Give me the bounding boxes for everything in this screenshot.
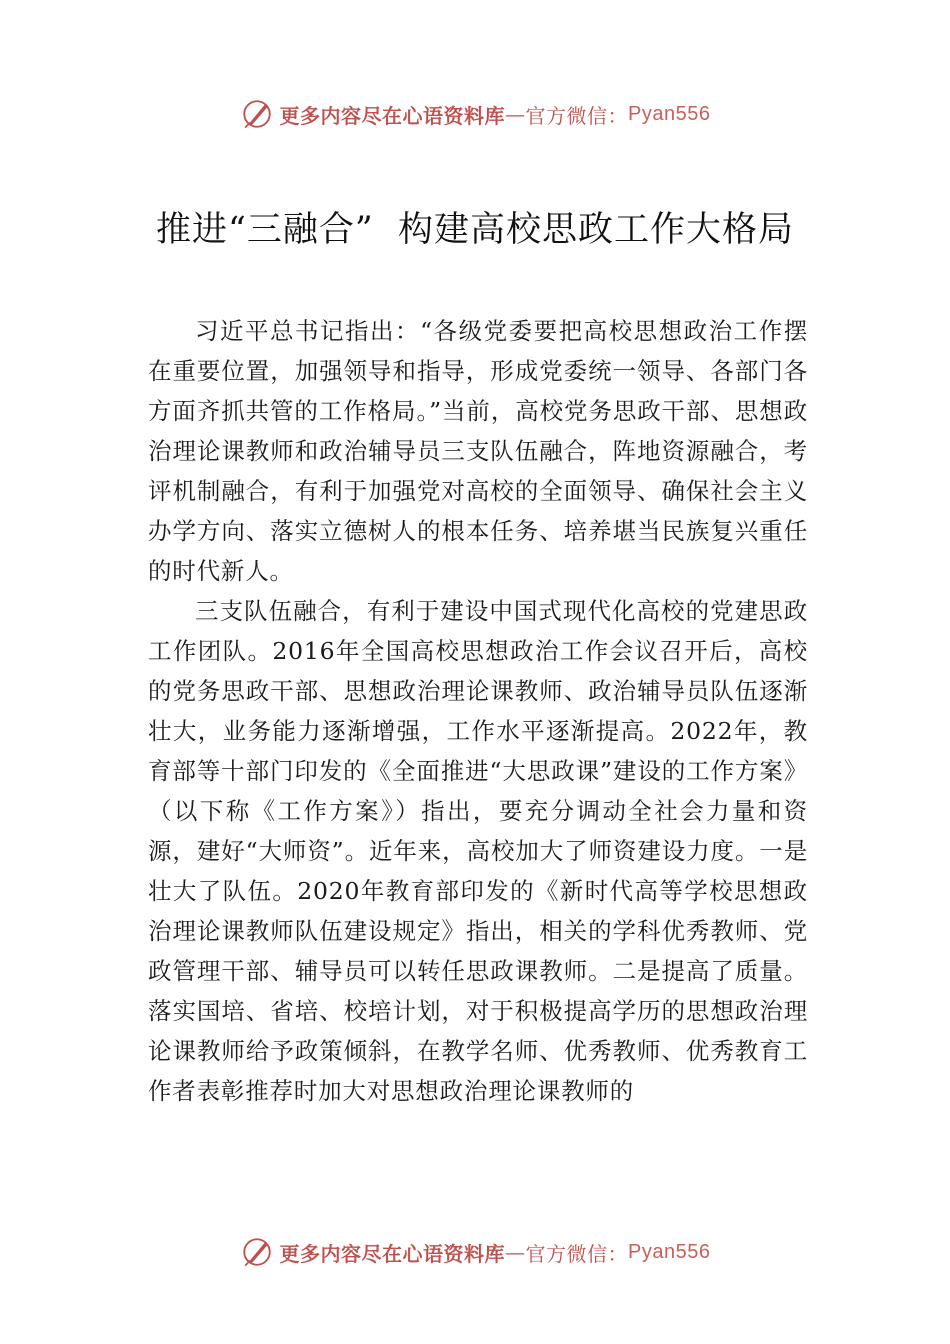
banner-brand-text: 更多内容尽在心语资料库 bbox=[279, 103, 506, 128]
header-watermark-banner bbox=[0, 94, 950, 134]
document-title: 推进“三融合” 构建高校思政工作大格局 bbox=[155, 210, 795, 250]
banner-wechat-label: 官方微信： bbox=[525, 1241, 629, 1266]
paragraph-1: 习近平总书记指出：“各级党委要把高校思想政治工作摆在重要位置，加强领导和指导，形成党委统一领导、各部门各方面齐抓共管的工作格局。”当前，高校党务思政干部、思想政治理论课教师和政治辅导员三支队伍融合，阵地资源融合，考评机制融合，有利于加强党对高校的全面领导、确保社会主义办学方向、落实立德树人的根本任务、培养堪当民族复兴重任的时代新人。 bbox=[148, 317, 808, 585]
banner-wechat-id: Pyan556 bbox=[628, 102, 711, 125]
banner-brand-text: 更多内容尽在心语资料库 bbox=[279, 1241, 506, 1266]
banner-dash: — bbox=[505, 1240, 526, 1264]
document-body bbox=[148, 311, 808, 1111]
quill-pen-logo-icon bbox=[240, 97, 274, 131]
footer-watermark-banner bbox=[0, 1232, 950, 1272]
paragraph-2: 三支队伍融合，有利于建设中国式现代化高校的党建思政工作团队。2016年全国高校思想政治工作会议召开后，高校的党务思政干部、思想政治理论课教师、政治辅导员队伍逐渐壮大，业务能力逐渐增强，工作水平逐渐提高。2022年，教育部等十部门印发的《全面推进“大思政课”建设的工作方案》（以下称《工作方案》）指出，要充分调动全社会力量和资源，建好“大师资”。近年来，高校加大了师资建设力度。一是壮大了队伍。2020年教育部印发的《新时代高等学校思想政治理论课教师队伍建设规定》指出，相关的学科优秀教师、党政管理干部、辅导员可以转任思政课教师。二是提高了质量。落实国培、省培、校培计划，对于积极提高学历的思想政治理论课教师给予政策倾斜，在教学名师、优秀教师、优秀教育工作者表彰推荐时加大对思想政治理论课教师的 bbox=[148, 597, 808, 1105]
banner-dash: — bbox=[505, 102, 526, 126]
banner-wechat-label: 官方微信： bbox=[525, 103, 629, 128]
quill-pen-logo-icon bbox=[240, 1235, 274, 1269]
banner-wechat-id: Pyan556 bbox=[628, 1240, 711, 1263]
